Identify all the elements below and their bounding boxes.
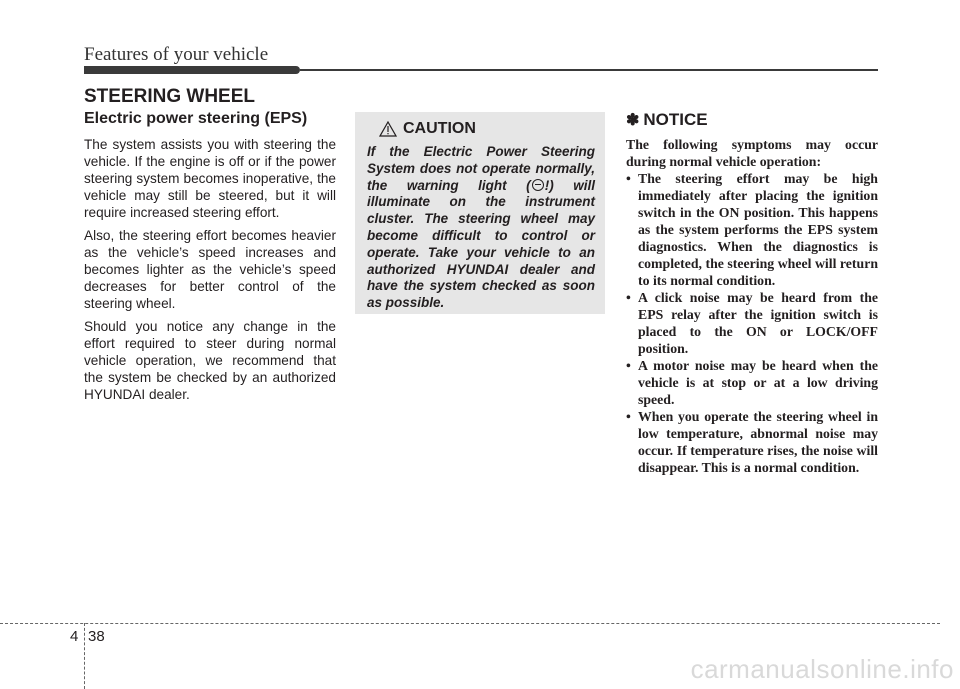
list-item: • A click noise may be heard from the EPS relay after the ignition switch is placed to the ON or LOCK/OFF position.: [626, 290, 878, 356]
paragraph: Also, the steering effort becomes heavier as the vehicle’s speed increases and becomes lighter as the vehicle’s speed decreases for better control of the steering wheel.: [84, 228, 336, 311]
paragraph: The system assists you with steering the vehicle. If the engine is off or if the power steering system becomes inoperative, the vehicle may still be steered, but it will require increased steering effort.: [84, 137, 336, 220]
list-item-text: The steering effort may be high immediately after placing the ignition switch in the ON position. This happens as the system performs the EPS system diagnostics. When the diagnostics is completed, the steering wheel will return to its normal condition.: [638, 171, 878, 288]
caution-header: [379, 120, 595, 138]
watermark: carmanualsonline.info: [690, 654, 954, 684]
warning-triangle-icon: [379, 121, 397, 137]
notice-header: [626, 110, 878, 130]
page-number: 38: [88, 628, 105, 645]
left-column: [84, 110, 336, 409]
list-item: • When you operate the steering wheel in low temperature, abnormal noise may occur. If temperature rises, the noise will disappear. This is a normal condition.: [626, 409, 878, 475]
section-title: STEERING WHEEL: [84, 86, 256, 107]
notice-star-icon: ✽: [626, 112, 640, 129]
eps-warning-mark: !: [544, 177, 550, 193]
subsection-title: Electric power steering (EPS): [84, 110, 308, 127]
footer-divider: [84, 623, 85, 689]
list-item-text: A click noise may be heard from the EPS relay after the ignition switch is placed to the ON or LOCK/OFF position.: [638, 290, 878, 356]
list-item: • The steering effort may be high immediately after placing the ignition switch in the ON position. This happens as the system performs the EPS system diagnostics. When the diagnostics is completed, the steering wheel will return to its normal condition.: [626, 171, 878, 288]
notice-intro: The following symptoms may occur during normal vehicle operation:: [626, 137, 878, 169]
paragraph: Should you notice any change in the effort required to steer during normal vehicle operation, we recommend that the system be checked by an authorized HYUNDAI dealer.: [84, 319, 336, 402]
header-bar: [84, 66, 300, 74]
notice-title: NOTICE: [643, 110, 708, 129]
caution-box: [355, 112, 605, 314]
running-header: Features of your vehicle: [84, 44, 269, 65]
chapter-number: 4: [70, 628, 79, 645]
right-column: [626, 110, 878, 476]
caution-title: CAUTION: [403, 120, 476, 137]
caution-text: [367, 144, 595, 312]
eps-warning-icon: [532, 179, 544, 191]
list-item-text: A motor noise may be heard when the vehicle is at stop or at a low driving speed.: [638, 358, 878, 407]
list-item-text: When you operate the steering wheel in low temperature, abnormal noise may occur. If temperature rises, the noise will disappear. This is a normal condition.: [638, 409, 878, 475]
notice-list: [626, 170, 878, 476]
list-item: • A motor noise may be heard when the vehicle is at stop or at a low driving speed.: [626, 358, 878, 407]
footer-rule: [0, 623, 940, 624]
header-rule: [300, 69, 878, 71]
caution-text-part: ) will illuminate on the instrument cluster. The steering wheel may become difficult to control or operate. Take your vehicle to an authorized HYUNDAI dealer and have the system checked as soon as possible.: [367, 177, 595, 311]
caution-text-part: If the Electric Power Steering System does not operate normally, the warning light (: [367, 144, 595, 193]
